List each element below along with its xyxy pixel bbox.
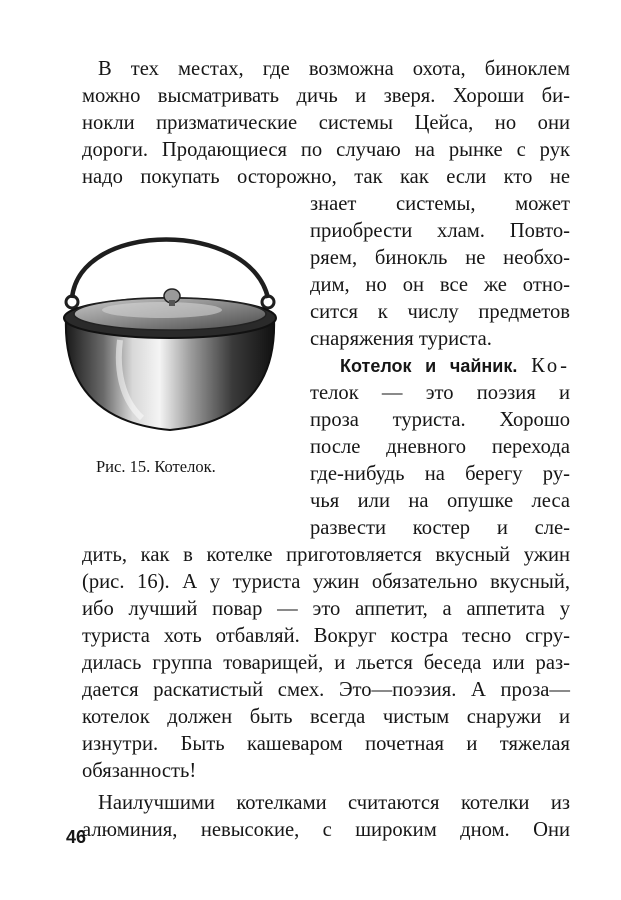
text-line: можно высматривать дичь и зверя. Хороши би- xyxy=(82,85,570,107)
kettle-figure xyxy=(50,190,290,450)
text-line: нокли призматические системы Цейса, но они xyxy=(82,112,570,134)
text-line: чья или на опушке леса xyxy=(310,490,570,512)
text-line: дается раскатистый смех. Это—поэзия. А проза— xyxy=(82,679,570,701)
text-line: телок — это поэзия и xyxy=(310,382,570,404)
text-line: дим, но он все же отно- xyxy=(310,274,570,296)
text-line: где-нибудь на берегу ру- xyxy=(310,463,570,485)
text-line: развести костер и сле- xyxy=(310,517,570,539)
text-line: проза туриста. Хорошо xyxy=(310,409,570,431)
text-line: ряем, бинокль не необхо- xyxy=(310,247,570,269)
text-line: снаряжения туриста. xyxy=(310,328,492,350)
heading-line xyxy=(340,353,570,380)
text-line: дороги. Продающиеся по случаю на рынке с рук xyxy=(82,139,570,161)
text-line: котелок должен быть всегда чистым снаружи и xyxy=(82,706,570,728)
text-line: туриста хоть отбавляй. Вокруг костра тесно сгру- xyxy=(82,625,570,647)
text-line: обязанность! xyxy=(82,760,197,782)
text-line: (рис. 16). А у туриста ужин обязательно вкусный, xyxy=(82,571,570,593)
heading-line-rest: Ко- xyxy=(531,355,570,377)
section-heading: Котелок и чайник. xyxy=(340,356,518,376)
text-line: надо покупать осторожно, так как если кто не xyxy=(82,166,570,188)
text-line: сится к числу предметов xyxy=(310,301,570,323)
text-line: В тех местах, где возможна охота, биноклем xyxy=(98,58,570,80)
text-line: знает системы, может xyxy=(310,193,570,215)
text-line: Наилучшими котелками считаются котелки из xyxy=(98,792,570,814)
text-line: изнутри. Быть кашеваром почетная и тяжелая xyxy=(82,733,570,755)
text-line: приобрести хлам. Повто- xyxy=(310,220,570,242)
text-line: дилась группа товарищей, и льется беседа или раз- xyxy=(82,652,570,674)
figure-caption: Рис. 15. Котелок. xyxy=(96,457,216,476)
text-line: алюминия, невысокие, с широким дном. Они xyxy=(82,819,570,841)
page-number: 46 xyxy=(66,827,87,847)
text-line: ибо лучший повар — это аппетит, а аппетита у xyxy=(82,598,570,620)
text-line: после дневного перехода xyxy=(310,436,570,458)
text-line: дить, как в котелке приготовляется вкусный ужин xyxy=(82,544,570,566)
kettle-pot-illustration xyxy=(50,190,290,450)
